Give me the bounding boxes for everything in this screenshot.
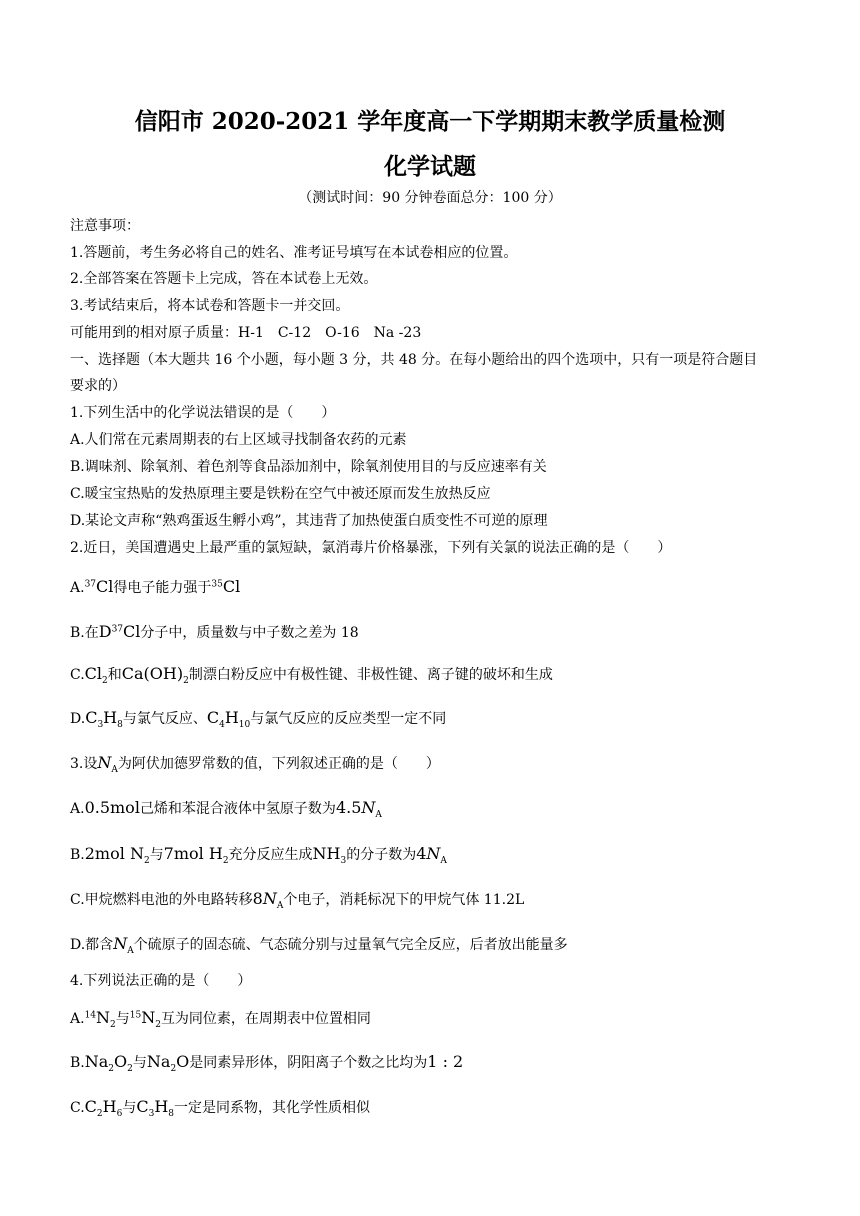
exam-subtitle: 化学试题 <box>384 153 476 180</box>
question-3-stem: 3.设$N_A$为阿伏加德罗常数的值，下列叙述正确的是（ ） <box>70 753 440 775</box>
notice-item: 2.全部答案在答题卡上完成，答在本试卷上无效。 <box>70 271 378 287</box>
question-1-stem: 1.下列生活中的化学说法错误的是（ ） <box>70 405 336 421</box>
question-2-option-c: $C.Cl_2$和$Ca(OH)_2$制漂白粉反应中有极性键、非极性键、离子键的破坏和生成 <box>70 664 553 686</box>
question-3-option-d: D.都含$N_A$个硫原子的固态硫、气态硫分别与过量氧气完全反应，后者放出能量多 <box>70 934 568 956</box>
notices-heading: 注意事项： <box>70 218 140 234</box>
section-heading-cont: 要求的） <box>70 378 126 394</box>
question-4-option-a: $A.^{14}N_2$与$^{15}N_2$互为同位素，在周期表中位置相同 <box>70 1008 371 1030</box>
question-2-option-d: $D.C_3H_8$与氯气反应、$C_4H_{10}$与氯气反应的反应类型一定不同 <box>70 708 447 730</box>
question-1-option-c: C.暖宝宝热贴的发热原理主要是铁粉在空气中被还原而发生放热反应 <box>70 486 491 502</box>
question-2-stem: 2.近日，美国遭遇史上最严重的氯短缺，氯消毒片价格暴涨，下列有关氯的说法正确的是（ ） <box>70 540 672 556</box>
section-heading: 一、选择题（本大题共 16 个小题，每小题 3 分，共 48 分。在每小题给出的四个选项中，只有一项是符合题目 <box>70 352 758 368</box>
atomic-masses: 可能用到的相对原子质量：H-1 C-12 O-16 Na -23 <box>70 325 422 341</box>
question-4-option-b: $B.Na_2O_2$与$Na_2O$是同素异形体，阴阳离子个数之比均为1 : 2 <box>70 1052 464 1074</box>
question-1-option-a: A.人们常在元素周期表的右上区域寻找制备农药的元素 <box>70 432 407 448</box>
notice-item: 1.答题前，考生务必将自己的姓名、准考证号填写在本试卷相应的位置。 <box>70 245 518 261</box>
question-4-option-c: $C.C_2H_6$与$C_3H_8$一定是同系物，其化学性质相似 <box>70 1097 371 1119</box>
question-3-option-a: A.0.5mol己烯和苯混合液体中氢原子数为$4.5N_A$ <box>70 798 382 820</box>
notice-item: 3.考试结束后，将本试卷和答题卡一并交回。 <box>70 298 350 314</box>
question-2-option-b: B.在$D^{37}Cl$分子中，质量数与中子数之差为 18 <box>70 622 359 641</box>
exam-title: 信阳市 2020-2021 学年度高一下学期期末教学质量检测 <box>134 108 726 135</box>
question-4-stem: 4.下列说法正确的是（ ） <box>70 973 252 989</box>
question-3-option-c: C.甲烷燃料电池的外电路转移$8N_A$个电子，消耗标况下的甲烷气体 11.2L <box>70 889 525 911</box>
question-1-option-b: B.调味剂、除氧剂、着色剂等食品添加剂中，除氧剂使用目的与反应速率有关 <box>70 459 547 475</box>
question-1-option-d: D.某论文声称“熟鸡蛋返生孵小鸡”，其违背了加热使蛋白质变性不可逆的原理 <box>70 513 548 529</box>
exam-info: （测试时间：90 分钟卷面总分：100 分） <box>298 190 562 206</box>
question-3-option-b: B.2mol $N_2$与7mol $H_2$充分反应生成$NH_3$的分子数为$4N_A$ <box>70 844 447 866</box>
question-2-option-a: A.$^{37}$Cl得电子能力强于$^{35}$Cl <box>70 577 241 596</box>
